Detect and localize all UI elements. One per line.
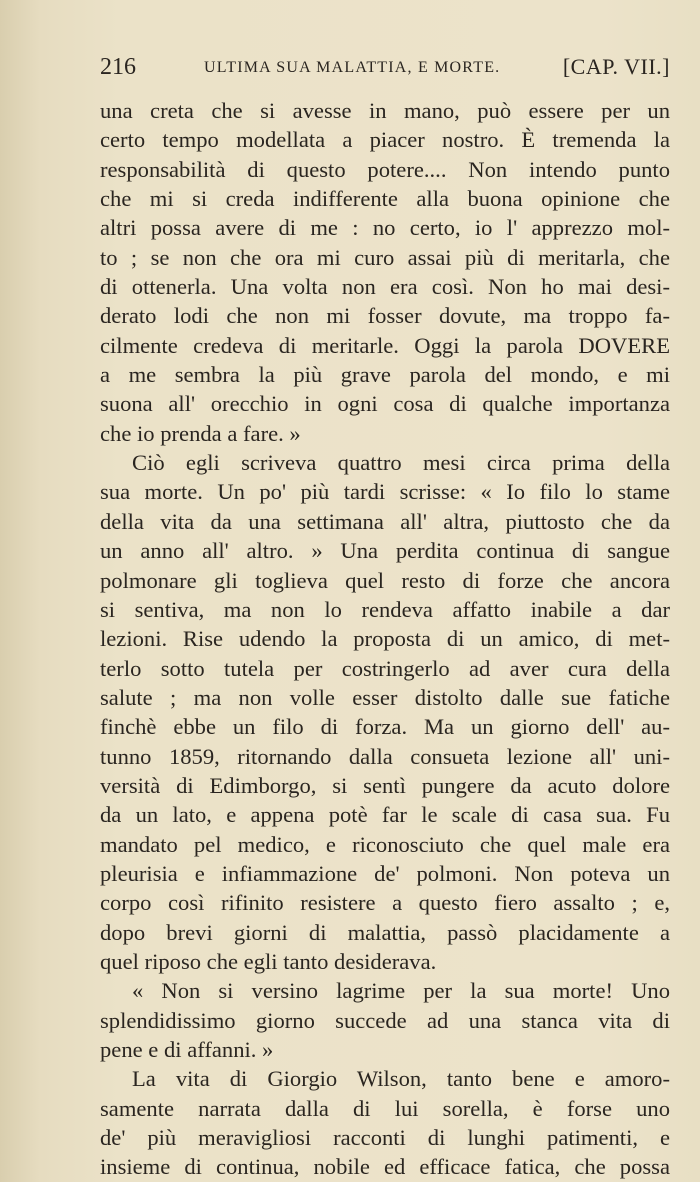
text-line: a me sembra la più grave parola del mondo, e mi xyxy=(100,362,670,388)
running-header xyxy=(100,54,670,86)
text-line: « Non si versino lagrime per la sua morte! Uno xyxy=(132,978,670,1004)
text-line: salute ; ma non volle esser distolto dalle sue fatiche xyxy=(100,684,670,710)
text-line: samente narrata dalla di lui sorella, è forse uno xyxy=(100,1095,670,1121)
text-line: lezioni. Rise udendo la proposta di un amico, di met- xyxy=(100,626,670,652)
text-line: di ottenerla. Una volta non era così. Non ho mai desi- xyxy=(100,274,670,300)
text-line: dopo brevi giorni di malattia, passò placidamente a xyxy=(100,919,670,945)
text-line: insieme di continua, nobile ed efficace fatica, che possa xyxy=(100,1154,670,1180)
text-line: quel riposo che egli tanto desiderava. xyxy=(100,948,437,974)
text-line: terlo sotto tutela per costringerlo ad aver cura della xyxy=(100,655,670,681)
text-line: che io prenda a fare. » xyxy=(100,420,301,446)
text-line: tunno 1859, ritornando dalla consueta lezione all' uni- xyxy=(100,743,670,769)
text-line: si sentiva, ma non lo rendeva affatto inabile a dar xyxy=(100,596,670,622)
page-body-text xyxy=(100,96,670,1182)
text-line: splendidissimo giorno succede ad una stanca vita di xyxy=(100,1007,670,1033)
text-line: versità di Edimborgo, si sentì pungere da acuto dolore xyxy=(100,772,670,798)
text-line: della vita da una settimana all' altra, piuttosto che da xyxy=(100,508,670,534)
text-line: La vita di Giorgio Wilson, tanto bene e amoro- xyxy=(132,1066,670,1092)
text-line: un anno all' altro. » Una perdita continua di sangue xyxy=(100,538,670,564)
text-line: certo tempo modellata a piacer nostro. È tremenda la xyxy=(100,127,670,153)
text-line: pleurisia e infiammazione de' polmoni. Non poteva un xyxy=(100,860,670,886)
text-line: finchè ebbe un filo di forza. Ma un giorno dell' au- xyxy=(100,714,670,740)
running-title: ULTIMA SUA MALATTIA, E MORTE. xyxy=(204,59,501,76)
text-line: altri possa avere di me : no certo, io l' apprezzo mol- xyxy=(100,215,670,241)
text-line: pene e di affanni. » xyxy=(100,1037,274,1062)
page-number: 216 xyxy=(100,54,136,80)
text-line: derato lodi che non mi fosser dovute, ma troppo fa- xyxy=(100,303,670,329)
text-line: mandato pel medico, e riconosciuto che quel male era xyxy=(100,831,670,857)
text-line: polmonare gli toglieva quel resto di forze che ancora xyxy=(100,567,670,593)
text-line: responsabilità di questo potere.... Non intendo punto xyxy=(100,156,670,182)
text-line: to ; se non che ora mi curo assai più di meritarla, che xyxy=(100,244,670,270)
text-line: sua morte. Un po' più tardi scrisse: « Io filo lo stame xyxy=(100,479,670,505)
text-line: una creta che si avesse in mano, può essere per un xyxy=(100,98,670,123)
chapter-label: [CAP. VII.] xyxy=(562,54,670,79)
text-line: corpo così rifinito resistere a questo fiero assalto ; e, xyxy=(100,890,670,916)
text-line: suona all' orecchio in ogni cosa di qualche importanza xyxy=(100,391,670,417)
text-line: de' più meravigliosi racconti di lunghi patimenti, e xyxy=(100,1125,670,1151)
text-line: da un lato, e appena potè far le scale di casa sua. Fu xyxy=(100,802,670,828)
text-line: Ciò egli scriveva quattro mesi circa prima della xyxy=(132,450,670,476)
text-line: cilmente credeva di meritarle. Oggi la parola DOVERE xyxy=(100,332,670,358)
text-line: che mi si creda indifferente alla buona opinione che xyxy=(100,186,670,212)
